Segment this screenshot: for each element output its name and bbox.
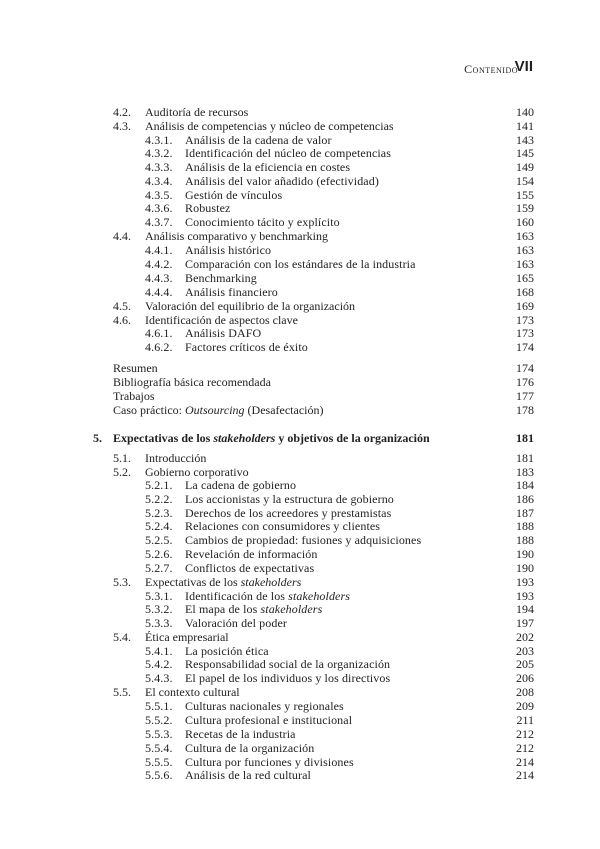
toc-entry-title — [185, 492, 394, 506]
toc-entry-page: 149 — [516, 160, 534, 174]
toc-entry-title — [185, 671, 390, 685]
toc-entry-page: 155 — [516, 188, 534, 202]
toc-entry-title-part: Revelación de información — [185, 547, 318, 561]
toc-entry-title-part: stakeholders — [240, 575, 302, 589]
toc-entry — [0, 119, 600, 133]
toc-entry-page: 187 — [516, 506, 534, 520]
toc-entry-number: 5.2.3. — [145, 506, 173, 520]
toc-entry-page: 183 — [516, 465, 534, 479]
toc-entry — [0, 492, 600, 506]
toc-entry-number: 5.2.2. — [145, 492, 173, 506]
toc-entry-page: 194 — [516, 602, 534, 616]
toc-entry-title — [185, 727, 296, 741]
toc-entry-page: 141 — [516, 119, 534, 133]
toc-entry-title — [185, 201, 230, 215]
toc-entry-number: 4.3.7. — [145, 215, 173, 229]
toc-entry — [0, 243, 600, 257]
toc-entry-title — [185, 657, 390, 671]
toc-entry — [0, 188, 600, 202]
toc-entry-number: 4.3.3. — [145, 160, 173, 174]
toc-entry-number: 4.4.1. — [145, 243, 173, 257]
toc-entry — [0, 133, 600, 147]
toc-entry-title-part: Los accionistas y la estructura de gobierno — [185, 492, 394, 506]
toc-entry-title — [185, 146, 391, 160]
toc-entry-number: 4.5. — [113, 299, 131, 313]
toc-entry-number: 5.4.3. — [145, 671, 173, 685]
toc-entry-page: 159 — [516, 201, 534, 215]
toc-entry-title-part: Valoración del equilibrio de la organización — [145, 299, 356, 313]
toc-entry-title — [113, 361, 158, 375]
toc-entry-page: 168 — [516, 285, 534, 299]
toc-entry-title-part: stakeholders — [213, 431, 276, 445]
toc-entry-title-part: Trabajos — [113, 389, 155, 403]
toc-entry-title — [185, 340, 308, 354]
toc-entry-title-part: Factores críticos de éxito — [185, 340, 308, 354]
toc-entry-number: 4.4. — [113, 229, 131, 243]
toc-entry — [0, 375, 600, 389]
toc-entry-number: 5.4.2. — [145, 657, 173, 671]
toc-entry-page: 197 — [516, 616, 534, 630]
toc-entry-title-part: El contexto cultural — [145, 685, 240, 699]
toc-entry-title-part: Análisis de la cadena de valor — [185, 133, 332, 147]
toc-entry-title-part: Expectativas de los — [145, 575, 241, 589]
toc-entry-page: 214 — [516, 755, 534, 769]
toc-entry-page: 186 — [516, 492, 534, 506]
toc-entry-page: 173 — [516, 326, 534, 340]
toc-entry-title-part: Identificación del núcleo de competencias — [185, 146, 392, 160]
toc-entry-title-part: Responsabilidad social de la organización — [185, 657, 391, 671]
toc-entry-number: 5.2.5. — [145, 533, 173, 547]
toc-entry-title-part: Introducción — [145, 451, 207, 465]
toc-entry-number: 4.2. — [113, 105, 131, 119]
toc-entry-number: 5.2. — [113, 465, 131, 479]
toc-entry-title-part: Caso práctico: — [113, 403, 185, 417]
toc-entry — [0, 285, 600, 299]
toc-entry — [0, 340, 600, 354]
toc-entry — [0, 105, 600, 119]
toc-entry — [0, 271, 600, 285]
toc-entry-title-part: Análisis comparativo y benchmarking — [145, 229, 328, 243]
toc-entry-title-part: Cultura por funciones y divisiones — [185, 755, 354, 769]
toc-entry-number: 5.2.4. — [145, 519, 173, 533]
toc-entry — [0, 589, 600, 603]
toc-entry-title — [145, 299, 355, 313]
header-page-number: VII — [514, 58, 533, 75]
toc-entry-page: 169 — [516, 299, 534, 313]
toc-entry-number: 4.3.4. — [145, 174, 173, 188]
toc-entry-title-part: Cultura profesional e institucional — [185, 713, 353, 727]
toc-entry-title-part: Conocimiento tácito y explícito — [185, 215, 340, 229]
toc-entry-title-part: Identificación de aspectos clave — [145, 313, 298, 327]
toc-entry-title — [185, 616, 287, 630]
toc-entry-page: 140 — [516, 105, 534, 119]
toc-entry-title-part: Análisis de competencias y núcleo de competencias — [145, 119, 394, 133]
toc-entry-title — [185, 768, 311, 782]
toc-entry-page: 181 — [516, 431, 534, 445]
toc-entry — [0, 755, 600, 769]
toc-entry-title-part: El mapa de los — [185, 602, 261, 616]
toc-entry-page: 143 — [516, 133, 534, 147]
toc-entry-title — [185, 741, 314, 755]
toc-entry-number: 5.5. — [113, 685, 131, 699]
toc-entry — [0, 160, 600, 174]
toc-entry-number: 5.4.1. — [145, 644, 173, 658]
toc-entry-number: 5.5.5. — [145, 755, 173, 769]
toc-entry-page: 178 — [516, 403, 534, 417]
toc-entry-title-part: Robustez — [185, 201, 231, 215]
toc-entry — [0, 602, 600, 616]
toc-entry-title — [185, 519, 380, 533]
toc-entry-title-part: La posición ética — [185, 644, 269, 658]
toc-entry-title — [185, 243, 271, 257]
toc-entry — [0, 699, 600, 713]
toc-entry-number: 4.3.1. — [145, 133, 173, 147]
toc-entry-number: 4.3.2. — [145, 146, 173, 160]
toc-entry-title-part: Valoración del poder — [185, 616, 287, 630]
toc-entry-number: 5.5.4. — [145, 741, 173, 755]
toc-entry-page: 188 — [516, 519, 534, 533]
toc-entry-page: 184 — [516, 478, 534, 492]
toc-entry-title-part: Análisis de la red cultural — [185, 768, 311, 782]
toc-entry-title — [113, 375, 271, 389]
toc-entry-title — [113, 403, 324, 417]
toc-entry-number: 4.4.4. — [145, 285, 173, 299]
toc-entry-title-part: Comparación con los estándares de la industria — [185, 257, 416, 271]
toc-entry-page: 174 — [516, 361, 534, 375]
toc-entry-page: 202 — [516, 630, 534, 644]
toc-entry-title — [145, 685, 240, 699]
toc-entry — [0, 575, 600, 589]
toc-entry-number: 4.6.1. — [145, 326, 173, 340]
toc-entry-title — [185, 215, 340, 229]
toc-entry-title — [145, 119, 394, 133]
toc-entry-title — [145, 313, 298, 327]
toc-entry-title — [185, 285, 278, 299]
toc-entry — [0, 547, 600, 561]
toc-entry — [0, 174, 600, 188]
toc-entry — [0, 533, 600, 547]
toc-entry — [0, 478, 600, 492]
toc-chapter-entry — [0, 431, 600, 445]
toc-entry-number: 5.3.2. — [145, 602, 173, 616]
toc-entry-title — [185, 160, 350, 174]
toc-entry-page: 163 — [516, 257, 534, 271]
toc-entry — [0, 326, 600, 340]
toc-entry-title-part: Auditoría de recursos — [145, 105, 249, 119]
toc-entry-page: 188 — [516, 533, 534, 547]
toc-entry — [0, 506, 600, 520]
toc-entry-title — [185, 533, 421, 547]
toc-entry-title-part: Derechos de los acreedores y prestamistas — [185, 506, 392, 520]
toc-entry-title-part: y objetivos de la organización — [275, 431, 430, 445]
toc-entry-number: 5.3. — [113, 575, 131, 589]
toc-entry — [0, 299, 600, 313]
toc-entry-title — [185, 326, 261, 340]
toc-entry-number: 5.5.1. — [145, 699, 173, 713]
toc-entry-number: 4.3.5. — [145, 188, 173, 202]
toc-entry-page: 190 — [516, 547, 534, 561]
toc-entry-number: 5. — [93, 431, 102, 445]
toc-entry-title — [185, 713, 352, 727]
toc-entry-title-part: Resumen — [113, 361, 158, 375]
toc-entry-page: 176 — [516, 375, 534, 389]
toc-entry — [0, 768, 600, 782]
toc-entry-page: 160 — [516, 215, 534, 229]
toc-entry-page: 212 — [516, 727, 534, 741]
toc-entry-page: 206 — [516, 671, 534, 685]
toc-entry-title-part: Benchmarking — [185, 271, 257, 285]
toc-entry-page: 173 — [516, 313, 534, 327]
toc-entry-title — [185, 699, 344, 713]
toc-entry-title-part: Análisis histórico — [185, 243, 272, 257]
toc-entry-title — [185, 174, 379, 188]
toc-entry-number: 5.2.7. — [145, 561, 173, 575]
toc-entry — [0, 201, 600, 215]
toc-entry — [0, 685, 600, 699]
toc-entry — [0, 361, 600, 375]
toc-entry-title-part: Análisis DAFO — [185, 326, 262, 340]
toc-entry-title — [185, 561, 314, 575]
toc-entry — [0, 313, 600, 327]
toc-entry-number: 5.4. — [113, 630, 131, 644]
toc-entry-title — [185, 506, 391, 520]
toc-entry-title — [145, 451, 206, 465]
toc-entry-page: 208 — [516, 685, 534, 699]
toc-entry-number: 5.5.3. — [145, 727, 173, 741]
toc-entry-title-part: Bibliografía básica recomendada — [113, 375, 271, 389]
toc-entry-title — [185, 133, 332, 147]
toc-entry-title-part: Análisis financiero — [185, 285, 278, 299]
toc-entry-page: 211 — [516, 713, 534, 727]
toc-entry-title — [185, 589, 350, 603]
toc-entry — [0, 451, 600, 465]
toc-entry — [0, 229, 600, 243]
toc-entry-title — [145, 465, 249, 479]
toc-entry-title-part: Outsourcing — [184, 403, 245, 417]
toc-entry-title-part: La cadena de gobierno — [185, 478, 297, 492]
toc-entry-page: 145 — [516, 146, 534, 160]
toc-entry-title — [113, 431, 430, 445]
toc-entry-number: 4.6. — [113, 313, 131, 327]
toc-entry-title-part: Expectativas de los — [113, 431, 214, 445]
toc-entry-page: 163 — [516, 243, 534, 257]
toc-entry-page: 193 — [516, 575, 534, 589]
toc-entry-page: 212 — [516, 741, 534, 755]
toc-entry-title-part: Conflictos de expectativas — [185, 561, 315, 575]
toc-entry-number: 4.3. — [113, 119, 131, 133]
toc-entry-title — [113, 389, 155, 403]
toc-entry-title-part: Cambios de propiedad: fusiones y adquisiciones — [185, 533, 422, 547]
toc-entry-title-part: Relaciones con consumidores y clientes — [185, 519, 381, 533]
toc-entry-page: 174 — [516, 340, 534, 354]
toc-entry-page: 214 — [516, 768, 534, 782]
toc-entry-number: 5.5.2. — [145, 713, 173, 727]
toc-entry-title — [185, 478, 296, 492]
toc-entry-title — [185, 257, 416, 271]
toc-entry — [0, 741, 600, 755]
toc-entry-title-part: Cultura de la organización — [185, 741, 315, 755]
toc-entry-title-part: Recetas de la industria — [185, 727, 296, 741]
toc-entry-title-part: Gobierno corporativo — [145, 465, 249, 479]
toc-entry — [0, 257, 600, 271]
toc-entry — [0, 713, 600, 727]
toc-entry — [0, 644, 600, 658]
toc-entry — [0, 616, 600, 630]
toc-entry-page: 163 — [516, 229, 534, 243]
toc-entry-number: 5.1. — [113, 451, 131, 465]
toc-entry-number: 5.3.3. — [145, 616, 173, 630]
toc-entry — [0, 630, 600, 644]
toc-entry-number: 4.4.2. — [145, 257, 173, 271]
toc-entry-number: 5.3.1. — [145, 589, 173, 603]
toc-entry-number: 4.3.6. — [145, 201, 173, 215]
toc-entry-title-part: stakeholders — [288, 589, 351, 603]
toc-entry — [0, 671, 600, 685]
toc-entry-page: 165 — [516, 271, 534, 285]
toc-entry-number: 4.6.2. — [145, 340, 173, 354]
toc-entry-title — [185, 547, 317, 561]
toc-entry-title — [185, 188, 282, 202]
toc-entry — [0, 215, 600, 229]
toc-entry-title-part: stakeholders — [260, 602, 323, 616]
toc-entry-page: 209 — [516, 699, 534, 713]
toc-entry-page: 154 — [516, 174, 534, 188]
toc-entry-title-part: Ética empresarial — [145, 630, 229, 644]
toc-entry-title-part: El papel de los individuos y los directivos — [185, 671, 391, 685]
toc-entry — [0, 519, 600, 533]
toc-entry — [0, 465, 600, 479]
toc-entry-title — [145, 630, 229, 644]
toc-entry-page: 193 — [516, 589, 534, 603]
toc-entry-title-part: Análisis del valor añadido (efectividad) — [185, 174, 379, 188]
toc-entry-title — [145, 575, 301, 589]
toc-entry — [0, 146, 600, 160]
toc-entry-title — [185, 602, 322, 616]
header-section-title: Contenido — [464, 62, 518, 76]
toc-entry — [0, 389, 600, 403]
toc-entry-title-part: Análisis de la eficiencia en costes — [185, 160, 351, 174]
toc-entry-page: 203 — [516, 644, 534, 658]
toc-entry — [0, 403, 600, 417]
toc-entry-number: 4.4.3. — [145, 271, 173, 285]
toc-entry-title — [185, 271, 257, 285]
toc-entry — [0, 727, 600, 741]
toc-entry-page: 181 — [516, 451, 534, 465]
toc-entry — [0, 561, 600, 575]
toc-entry-title — [145, 105, 248, 119]
toc-entry-number: 5.2.6. — [145, 547, 173, 561]
toc-entry-title-part: Gestión de vínculos — [185, 188, 283, 202]
toc-entry-title-part: Identificación de los — [185, 589, 289, 603]
toc-entry-title — [185, 644, 269, 658]
toc-entry-title-part: Culturas nacionales y regionales — [185, 699, 344, 713]
toc-entry-page: 205 — [516, 657, 534, 671]
toc-entry-number: 5.5.6. — [145, 768, 173, 782]
toc-entry-number: 5.2.1. — [145, 478, 173, 492]
toc-entry-page: 177 — [516, 389, 534, 403]
toc-entry-page: 190 — [516, 561, 534, 575]
toc-entry-title-part: (Desafectación) — [244, 403, 324, 417]
toc-entry-title — [185, 755, 354, 769]
toc-entry — [0, 657, 600, 671]
toc-entry-title — [145, 229, 328, 243]
